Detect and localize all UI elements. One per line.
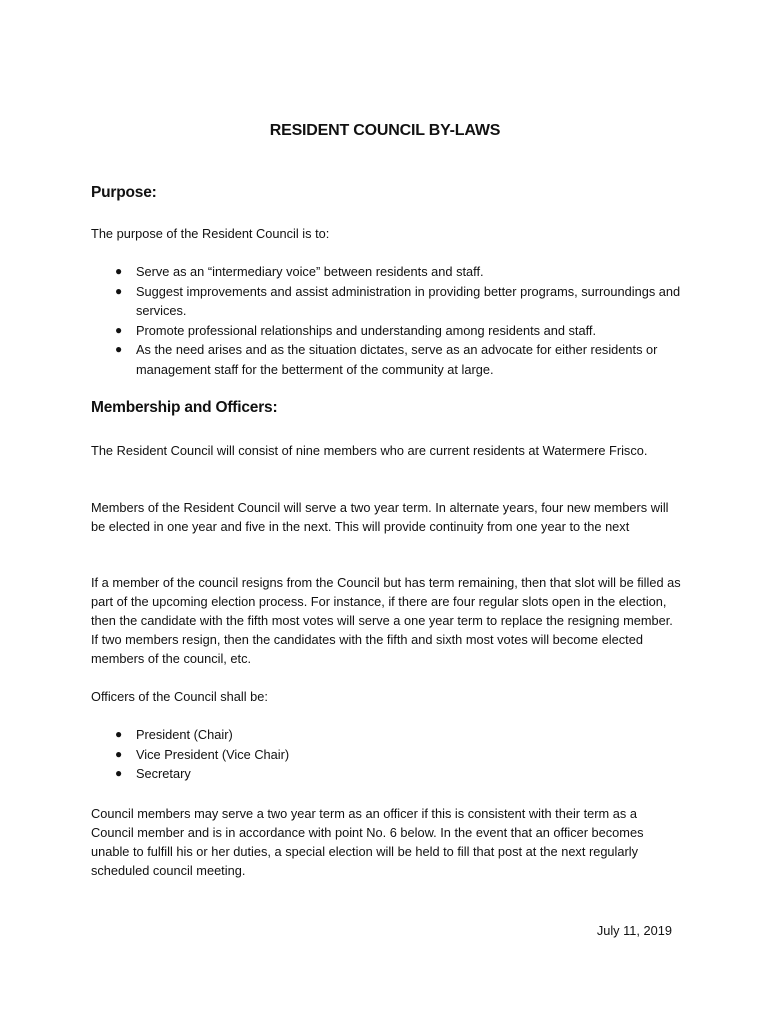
membership-paragraph: If a member of the council resigns from the Council but has term remaining, then that slot will be filled as part of the upcoming election process. For instance, if there are four regular slots open in the election, then the candidate with the fifth most votes will serve a one year term to replace the resigning member. If two members resign, then the candidates with the fifth and sixth most votes will become elected members of the council, etc. bbox=[91, 575, 681, 666]
officers-intro: Officers of the Council shall be: bbox=[91, 689, 268, 704]
list-item-text: Suggest improvements and assist administration in providing better programs, surroundings and services. bbox=[136, 283, 681, 318]
officer-term-paragraph: Council members may serve a two year term as an officer if this is consistent with their term as a Council member and is in accordance with point No. 6 below. In the event that an officer becomes unable to fulfill his or her duties, a special election will be held to fill that post at the next regularly scheduled council meeting. bbox=[91, 806, 644, 878]
list-item bbox=[91, 725, 681, 745]
list-item-text: As the need arises and as the situation dictates, serve as an advocate for either residents or management staff for the betterment of the community at large. bbox=[136, 342, 658, 377]
list-item bbox=[91, 764, 681, 784]
bullet-icon: ● bbox=[115, 264, 123, 278]
bullet-icon: ● bbox=[115, 727, 123, 741]
membership-paragraph: Members of the Resident Council will serve a two year term. In alternate years, four new members will be elected in one year and five in the next. This will provide continuity from one year to the next bbox=[91, 500, 669, 534]
bullet-icon: ● bbox=[115, 283, 123, 298]
purpose-intro: The purpose of the Resident Council is to: bbox=[91, 226, 330, 241]
list-item-text: Secretary bbox=[136, 766, 191, 781]
list-item bbox=[91, 321, 681, 341]
purpose-list bbox=[91, 262, 681, 379]
list-item bbox=[91, 340, 681, 379]
list-item-text: Promote professional relationships and understanding among residents and staff. bbox=[136, 322, 597, 338]
bullet-icon: ● bbox=[115, 342, 123, 356]
document-date: July 11, 2019 bbox=[596, 923, 672, 938]
list-item bbox=[91, 262, 681, 282]
document-title: RESIDENT COUNCIL BY-LAWS bbox=[269, 122, 501, 139]
membership-heading: Membership and Officers: bbox=[91, 399, 278, 416]
bullet-icon: ● bbox=[115, 766, 123, 780]
list-item bbox=[91, 282, 681, 321]
purpose-heading: Purpose: bbox=[91, 184, 157, 201]
bullet-icon: ● bbox=[115, 746, 123, 761]
bullet-icon: ● bbox=[115, 322, 123, 337]
list-item-text: President (Chair) bbox=[136, 727, 233, 742]
list-item-text: Vice President (Vice Chair) bbox=[136, 746, 290, 762]
list-item-text: Serve as an “intermediary voice” between residents and staff. bbox=[136, 264, 484, 279]
list-item bbox=[91, 745, 681, 765]
membership-paragraph: The Resident Council will consist of nine members who are current residents at Watermere Frisco. bbox=[91, 443, 648, 458]
officers-list bbox=[91, 725, 681, 784]
